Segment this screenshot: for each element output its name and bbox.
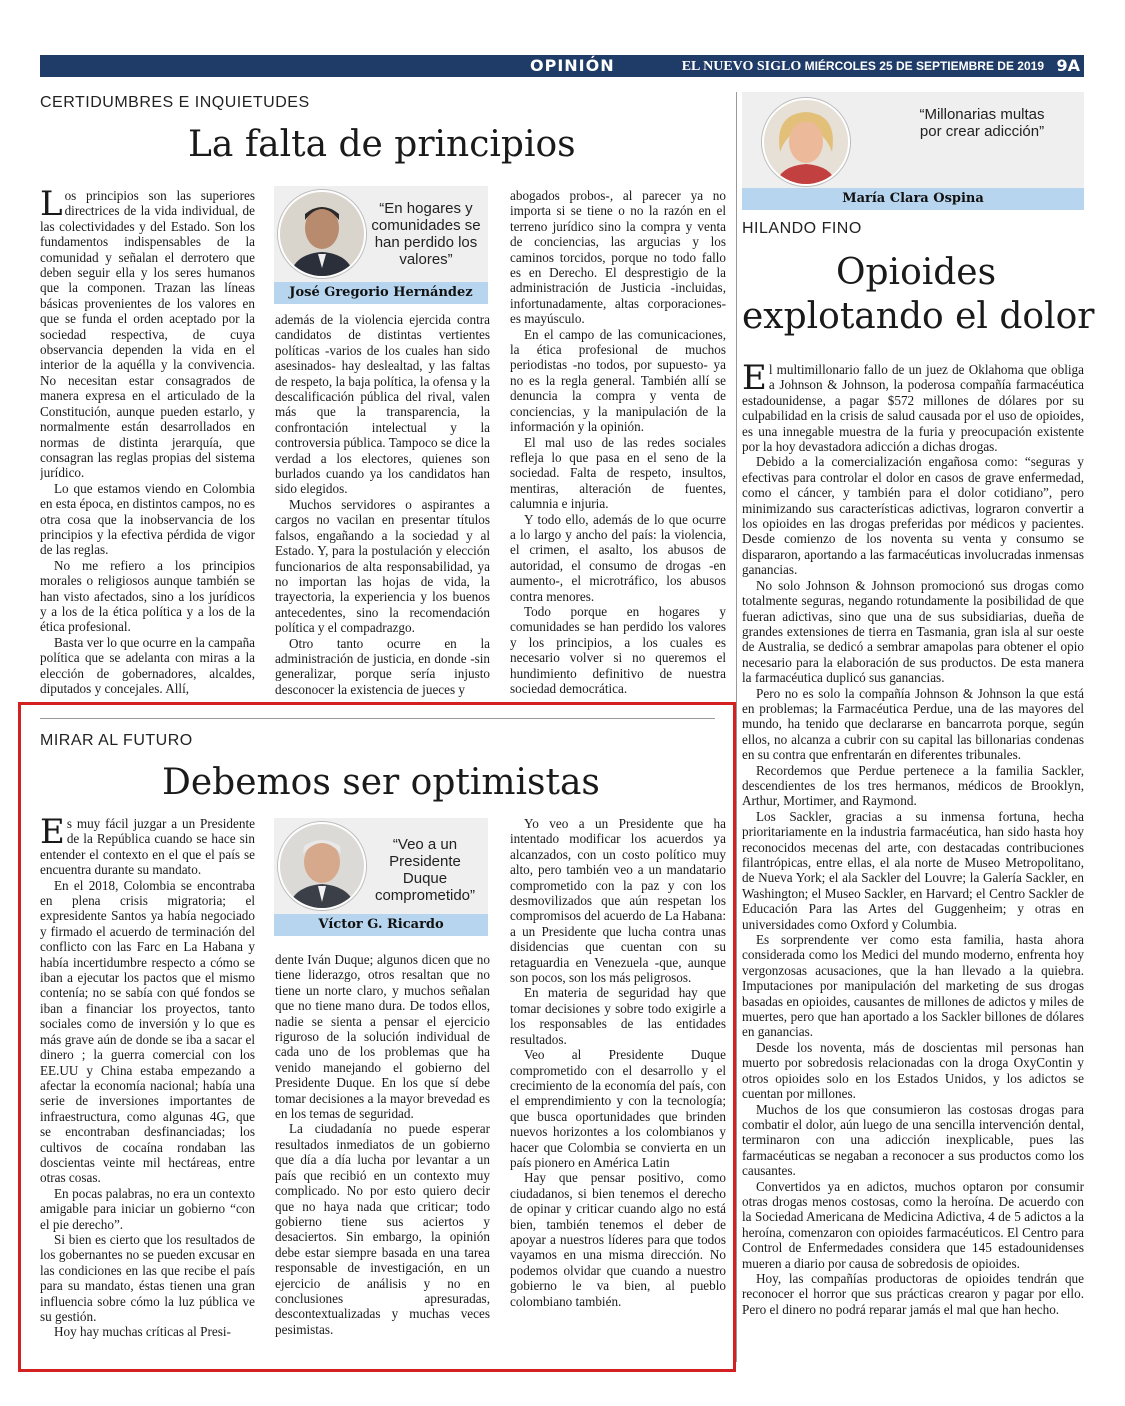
page-number: 9A [1056,56,1080,75]
issue-date: MIÉRCOLES 25 DE SEPTIEMBRE DE 2019 [804,59,1044,73]
article1-column-2 [275,312,490,698]
paper-name: EL NUEVO SIGLO [681,59,802,74]
drop-cap: E [40,816,65,852]
article3-title-line-2: explotando el dolor [742,296,1095,337]
article1-title: La falta de principios [188,124,576,165]
paragraph: Si bien es cierto que los resultados de los gobernantes no se pueden excusar en las condiciones en las que recibe el país para su mandato, éstas tienen una gran influencia sobre cómo la luz pública ve su gestión. [40,1231,255,1324]
paragraph: Otro tanto ocurre en la administración de justicia, en donde -sin generalizar, porque sería injusto desconocer la existencia de jueces y [275,635,490,697]
paragraph: Hay que pensar positivo, como ciudadanos, si bien tenemos el derecho de opinar y criticar cuando algo no está bien, también tenemos el deber de apoyar a nuestros líderes para que todos vayamos en una misma dirección. No podemos olvidar que cuando a nuestro gobierno le va bien, al pueblo colombiano también. [510,1170,726,1309]
paragraph: l multimillonario fallo de un juez de Oklahoma que obliga a Johnson & Johnson, la poderosa compañía farmacéutica estadounidense, a pagar $572 millones de dólares por su culpabilidad en la crisis de salud causada por el uso de opioides, es una innegable muestra de la furia y preocupación existente por la hoy devastadora adicción a dichas drogas. [742,362,1084,455]
paragraph: Es sorprendente ver como esta familia, hasta ahora considerada como los Medici del mundo moderno, enfrenta hoy vergonzosas acusaciones, que la han llevado a la quiebra. Imputaciones por manipulación del marketing de sus drogas basadas en opioides, causantes de millones de adictos y miles de muertes, pero que han aportado a los Sackler billones de dólares en ganancias. [742,932,1084,1040]
paragraph: s muy fácil juzgar a un Presidente de la República cuando se hace sin entender el contexto en el que el país se encuentra durante su mandato. [40,816,255,878]
pull-quote: “Millonarias multas por crear adicción” [919,106,1045,140]
paragraph: Hoy, las compañías productoras de opioides tendrán que reconocer el horror que sus prácticas crearon y pagar por ello. Pero el dinero no podrá reparar jamás el mal que han hecho. [742,1270,1084,1317]
article2-kicker: MIRAR AL FUTURO [40,732,193,749]
author-name: María Clara Ospina [742,188,1084,210]
author-photo [278,822,366,910]
paragraph: Todo porque en hogares y comunidades se han perdido los valores y los principios, a los cuales es necesario volver si no queremos el hundimiento definitivo de nuestra sociedad democrática. [510,603,726,696]
author-portrait-icon [280,824,364,908]
article3-kicker: HILANDO FINO [742,220,862,237]
paragraph: Pero no es solo la compañía Johnson & Johnson la que está en problemas; la Farmacéutica Perdue, una de las mayores del mundo, ha tenido que declararse en bancarrota porque, según ellos, no alcanza a cubrir con su capital las billonarias condenas en su contra que enfrentarán en diferentes tribunales. [742,685,1084,763]
author-photo [278,190,366,278]
paragraph: además de la violencia ejercida contra candidatos de distintas vertientes políticas -varios de los cuales han sido asesinados- hay deslealtad, y las faltas de respeto, la baja política, la ofensa y la descalificación pública del rival, valen más que la transparencia, la confrontación intelectual y la controversia pública. Tampoco se dice la verdad a los electores, quienes son burlados cuando ya los candidatos han sido elegidos. [275,312,490,497]
paragraph: Convertidos ya en adictos, muchos optaron por consumir otras drogas menos costosas, como la heroína. De acuerdo con la Sociedad Americana de Medicina Adictiva, 4 de 5 adictos a la heroína, comenzaron con opioides farmacéuticos. El Centro para Control de Enfermedades considera que 145 estadounidenses mueren a diario por causa de sobredosis de opioides. [742,1178,1084,1271]
paragraph: abogados probos-, al parecer ya no importa si se tiene o no la razón en el terreno jurídico sino la compra y venta de conciencias, las argucias y los caminos torcidos, porque no todo fallo es en Derecho. El desprestigio de la administración de Justicia -incluidas, infortunadamente, altas corporaciones- es mayúsculo. [510,188,726,327]
section-header-bar [40,55,1084,77]
paragraph: Muchos de los que consumieron las costosas drogas para combatir el dolor, aún luego de una sencilla intervención dental, terminaron con una adicción inexplicable, pues las farmacéuticas se negaban a reconocer a sus productos como los causantes. [742,1101,1084,1179]
paragraph: Los Sackler, gracias a su inmensa fortuna, hecha prioritariamente en la industria farmacéutica, han sido hasta hoy reconocidos mecenas del arte, con destacadas contribuciones filantrópicas, entre ellas, el ala norte de Museo Metropolitano, de Nueva York; el ala Sackler del Louvre; la Galería Sackler, en Washington; el Museo Sackler, en Harvard; el Centro Sackler de Educación Para las Artes del Guggenheim; y otras en universidades como Oxford y Columbia. [742,808,1084,932]
drop-cap: L [40,188,63,224]
pull-quote: “Veo a un Presidente Duque comprometido” [374,836,476,904]
article1-kicker: CERTIDUMBRES E INQUIETUDES [40,94,310,111]
author-name: José Gregorio Hernández [274,282,488,304]
article2-column-2 [275,952,490,1346]
paragraph: No me refiero a los principios morales o religiosos aunque también se han visto afectados, sino a los jurídicos y a los de la ética política y a los de la ética profesional. [40,557,255,635]
author-portrait-icon [280,192,364,276]
column-divider [736,92,737,1362]
article2-author-box [274,818,488,936]
author-name: Víctor G. Ricardo [274,914,488,936]
paragraph: Muchos servidores o aspirantes a cargos no vacilan en presentar títulos falsos, engañando a la sociedad y al Estado. Y, para la postulación y elección funcionarios de alta responsabilidad, ya no importan las hojas de vida, la trayectoria, la experiencia y los buenos antecedentes, sino la recomendación política y el compadrazgo. [275,496,490,636]
paragraph: El mal uso de las redes sociales refleja lo que pasa en el seno de la sociedad. Falta de respeto, insultos, mentiras, alteración de fuentes, calumnia e injuria. [510,434,726,512]
paragraph: La ciudadanía no puede esperar resultados inmediatos de un gobierno que día a día lucha por levantar a un país que recibió en un contexto muy complicado. No por esto quiero decir que no haya nada que criticar; todo gobierno tiene sus aciertos y desaciertos. Sin embargo, la opinión debe estar siempre basada en una tarea responsable de investigación, en un ejercicio de análisis y no en conclusiones apresuradas, descontextualizadas y muchas veces pesimistas. [275,1121,490,1337]
paragraph: No solo Johnson & Johnson promocionó sus drogas como totalmente seguras, negando rotundamente la posibilidad de que fueran adictivas, sino que una de sus subsidiarias, dueña de grandes extensiones de tierra en Tasmania, gran isla al sur oeste de Australia, se dedicó a sembrar amapolas para obtener el opio necesario para la elaboración de sus productos. De esta manera la farmacéutica duplicó sus ganancias. [742,577,1084,686]
article1-author-box [274,186,488,304]
article2-column-3 [510,816,726,1346]
paragraph: Desde los noventa, más de doscientas mil personas han muerto por sobredosis relacionadas con la droga OxyContin y otros opioides solo en los Estados Unidos, y los adictos se cuentan por millones. [742,1039,1084,1102]
paragraph: Y todo ello, además de lo que ocurre a lo largo y ancho del país: la violencia, el crimen, el asalto, los abusos de autoridad, el consumo de drogas -en aumento-, el microtráfico, los abusos contra menores. [510,511,726,604]
article2-title: Debemos ser optimistas [162,762,600,803]
paragraph: Yo veo a un Presidente que ha intentado modificar los acuerdos ya alcanzados, con un costo político muy alto, pero también veo a un mandatario comprometido con la paz y con los desmovilizados que aún respetan los compromisos del acuerdo de La Habana: a un Presidente que lucha contra unas disidencias que cuentan con su retaguardia en Venezuela -que, aunque son pocos, son los más peligrosos. [510,816,726,986]
paragraph: os principios son las superiores directrices de la vida individual, de las colectividades y del Estado. Son los fundamentos indispensables de la comunidad y señalan el derrotero que deben seguir ella y los seres humanos que la componen. Trazan las líneas básicas provenientes de los valores en que se funda el orden aceptado por la sociedad respectiva, de cuya observancia dependen la vida en el interior de la aquélla y la convivencia. No necesitan estar consagrados de manera expresa en el articulado de la Constitución, aunque pueden estarlo, y normalmente están desarrollados en normas de distinta jerarquía, que consagran las reglas propias del sistema jurídico. [40,188,255,481]
section-label: OPINIÓN [530,56,615,75]
pull-quote: “En hogares y comunidades se han perdido los valores” [371,200,481,268]
paragraph: Debido a la comercialización engañosa como: “seguras y efectivas para controlar el dolor en casos de grave enfermedad, como el cáncer, y también para el dolor cotidiano”, pero minimizando sus características adictivas, lograron convertir a los opioides en las drogas preferidas por médicos y pacientes. Desde comienzo de los noventa su venta y consumo se dispararon, aportando a las farmacéuticas involucradas inmensas ganancias. [742,454,1084,578]
paragraph: Veo al Presidente Duque comprometido con el desarrollo y el crecimiento de la economía del país, con el emprendimiento y con la tecnología; que busca oportunidades que brinden nuevos horizontes a los colombianos y hacer que Colombia se convierta en un país pionero en América Latin [510,1047,726,1170]
paragraph: En pocas palabras, no era un contexto amigable para iniciar un gobierno “con el pie derecho”. [40,1185,255,1232]
author-photo [762,98,850,186]
paragraph: En materia de seguridad hay que tomar decisiones y sobre todo exigirle a los responsables de las entidades resultados. [510,985,726,1047]
paragraph: Hoy hay muchas críticas al Presi- [54,1324,231,1340]
author-portrait-icon [764,100,848,184]
paragraph: En el 2018, Colombia se encontraba en plena crisis migratoria; el expresidente Santos ya había negociado y firmado el acuerdo de terminación del conflicto con las Farc en La Habana y había incertidumbre respecto a cómo se iban a ejecutar los pactos que el mismo contenía; no se sabía con qué fondos se iban a financiar los proyectos, tanto sociales como de inversión y lo que es más grave aún de donde se iba a sacar el dinero ; la guerra comercial con los EE.UU y China estaba empezando a afectar la economía nacional; había una serie de inversiones importantes de infraestructura, como algunas 4G, que se encontraban desfinanciadas; los cultivos de cocaína rondaban las doscientas veinte mil hectáreas, entre otras cosas. [40,877,255,1186]
paragraph: En el campo de las comunicaciones, la ética profesional de muchos periodistas -no todos, por supuesto- ya no es la regla general. También allí se denuncia la compra y venta de conciencias, y la manipulación de la información y la opinión. [510,326,726,435]
article1-column-3 [510,188,726,698]
article1-column-1 [40,188,255,698]
paragraph: Basta ver lo que ocurre en la campaña política que se adelanta con miras a la elección de gobernadores, alcaldes, diputados y concejales. Allí, [40,634,255,696]
article3-column [742,362,1084,1352]
article2-column-1 [40,816,255,1346]
paragraph: Lo que estamos viendo en Colombia en esta época, en distintos campos, no es otra cosa que la inobservancia de los principios y la efectiva pérdida de vigor de las reglas. [40,480,255,558]
article3-author-box [742,92,1084,210]
article3-title-line-1: Opioides [836,252,997,293]
drop-cap: E [742,362,767,398]
paragraph: Recordemos que Perdue pertenece a la familia Sackler, descendientes de los tres hermanos, médicos de Brooklyn, Arthur, Mortimer, and Raymond. [742,762,1084,809]
paper-dateline [682,55,1044,77]
paragraph: dente Iván Duque; algunos dicen que no tiene liderazgo, otros resaltan que no tiene un norte claro, y muchos señalan que no tiene mano dura. De todos ellos, nadie se sienta a pensar el ejercicio riguroso de la solución individual de cada uno de los problemas que ha venido manejando el gobierno del Presidente Duque. En los que sí debe tomar decisiones a la mayor brevedad es en los temas de seguridad. [275,952,490,1122]
